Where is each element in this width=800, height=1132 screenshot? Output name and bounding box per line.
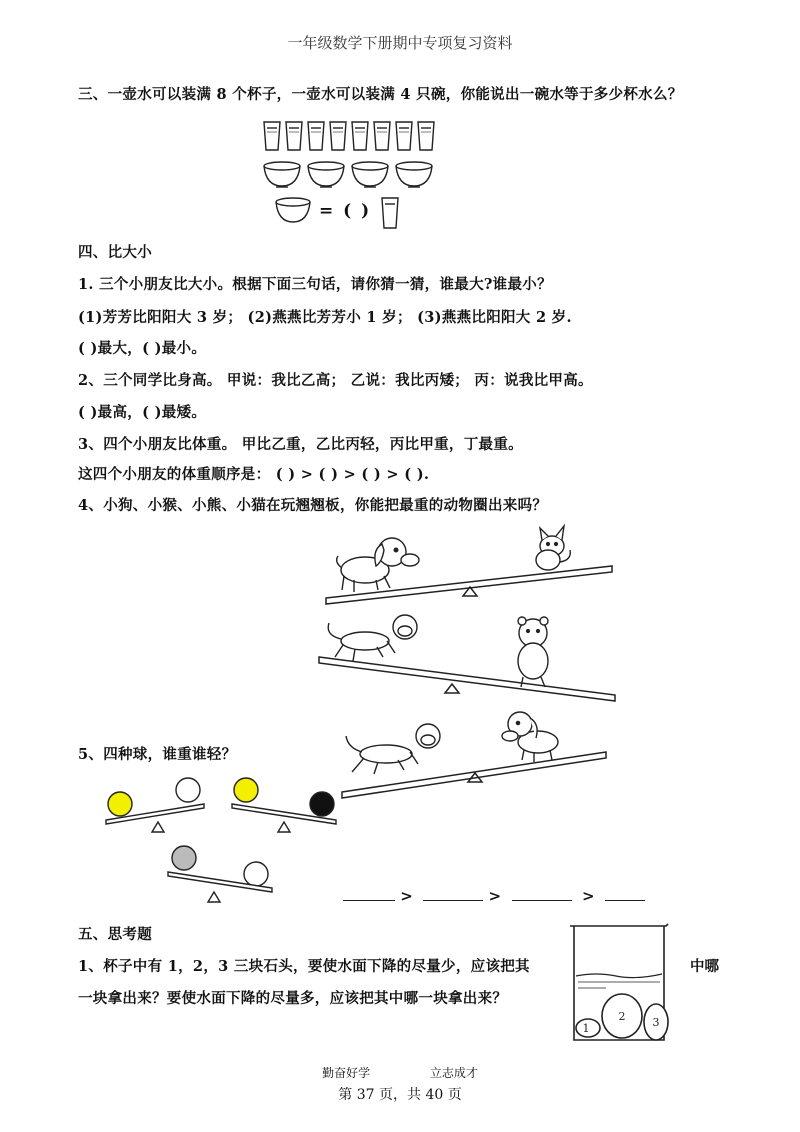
seesaw-gray-white <box>168 846 272 902</box>
q1-text: 1. 三个小朋友比大小。根据下面三句话，请你猜一猜，谁最大?谁最小？ <box>78 276 552 293</box>
section3-question: 三、一壶水可以装满 8 个杯子，一壶水可以装满 4 只碗，你能说出一碗水等于多少杯水么？ <box>78 86 683 103</box>
yellow-ball <box>234 778 258 802</box>
cat-icon <box>536 526 570 570</box>
seesaw-dog-cat <box>320 510 620 610</box>
section5-title: 五、思考题 <box>78 926 152 943</box>
q3-text: 3、四个小朋友比体重。 甲比乙重，乙比丙轻，丙比甲重，丁最重。 <box>78 436 523 453</box>
motto-right: 立志成才 <box>429 1066 478 1080</box>
stone-3-label: 3 <box>652 1016 660 1029</box>
q5-1-line2: 一块拿出来？要使水面下降的尽量多，应该把其中哪一块拿出来？ <box>78 990 508 1007</box>
stone-1-label: 1 <box>582 1022 590 1035</box>
footer-motto <box>0 1064 800 1081</box>
gt-sign: > <box>581 887 595 905</box>
gray-ball <box>172 846 196 870</box>
gt-sign: > <box>400 887 413 905</box>
yellow-ball <box>108 792 132 816</box>
q3-answer: 这四个小朋友的体重顺序是： ( ) > ( ) > ( ) > ( ). <box>78 466 430 483</box>
balls-seesaws <box>100 770 360 905</box>
seesaw-yellow-black <box>232 778 336 832</box>
page-header: 一年级数学下册期中专项复习资料 <box>287 34 513 52</box>
blank-1[interactable] <box>343 886 395 901</box>
q1-answer: ( )最大，( )最小。 <box>78 340 207 357</box>
q1-clues: (1)芳芳比阳阳大 3 岁； (2)燕燕比芳芳小 1 岁； (3)燕燕比阳阳大 2 岁. <box>78 309 572 326</box>
beaker-with-stones <box>566 920 678 1044</box>
dog-icon <box>337 538 419 592</box>
blank-3[interactable] <box>512 886 572 901</box>
q2-text: 2、三个同学比身高。 甲说：我比乙高； 乙说：我比丙矮； 丙：说我比甲高。 <box>78 372 593 389</box>
q5-1-line1-end: 中哪 <box>690 958 719 975</box>
monkey-icon <box>346 724 440 774</box>
cup-row <box>264 122 434 150</box>
bear-icon <box>518 617 548 687</box>
q5-text: 5、四种球，谁重谁轻？ <box>78 746 237 763</box>
bowl-row <box>264 162 432 187</box>
blank-2[interactable] <box>423 886 483 901</box>
seesaw-monkey-bear <box>315 605 620 705</box>
page-number: 第 37 页，共 40 页 <box>338 1087 462 1103</box>
seesaw-yellow-white <box>106 778 204 832</box>
blank-4[interactable] <box>605 886 645 901</box>
dog-icon <box>502 712 558 762</box>
q4-text: 4、小狗、小猴、小熊、小猫在玩翘翘板，你能把最重的动物圈出来吗？ <box>78 497 548 514</box>
seesaw-monkey-dog <box>338 708 610 803</box>
white-ball <box>244 862 268 886</box>
motto-left: 勤奋好学 <box>322 1066 371 1080</box>
stone-2-label: 2 <box>618 1010 626 1023</box>
ball-order-blanks <box>343 886 645 905</box>
gt-sign: > <box>488 887 502 905</box>
white-ball <box>176 778 200 802</box>
seesaw-board <box>319 657 615 701</box>
q5-1-line1: 1、杯子中有 1，2，3 三块石头，要使水面下降的尽量少，应该把其 <box>78 958 530 975</box>
monkey-icon <box>328 615 417 661</box>
section4-title: 四、比大小 <box>78 244 152 261</box>
q2-answer: ( )最高，( )最矮。 <box>78 404 207 421</box>
black-ball <box>310 792 334 816</box>
equation-text: = ( ) <box>319 201 372 221</box>
